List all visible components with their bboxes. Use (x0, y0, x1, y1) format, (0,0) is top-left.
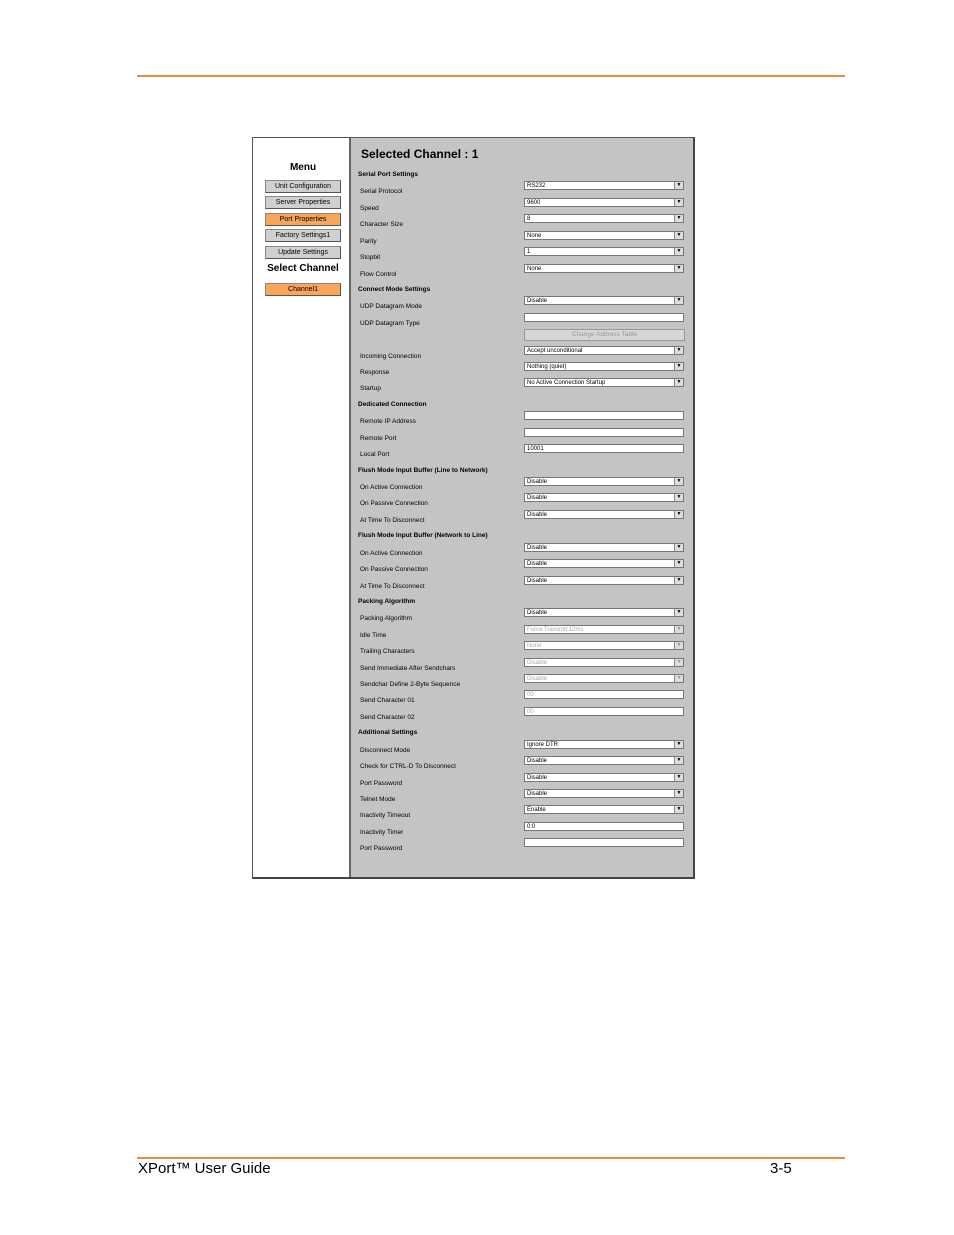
select-field[interactable] (524, 362, 684, 371)
field-label: Port Password (360, 779, 403, 787)
field-label: Response (360, 369, 390, 377)
field-label: UDP Datagram Type (360, 319, 420, 327)
footer-rule (137, 1157, 845, 1159)
field-value: Disable (527, 544, 548, 551)
dropdown-arrow-icon[interactable]: ▼ (674, 199, 683, 206)
field-value: 8 (527, 216, 531, 223)
dropdown-arrow-icon[interactable]: ▼ (674, 774, 683, 781)
field-value: Disable (527, 577, 548, 584)
dropdown-arrow-icon[interactable]: ▼ (674, 248, 683, 255)
field-label: At Time To Disconnect (360, 516, 425, 524)
page-number: 3-5 (770, 1160, 792, 1177)
field-value: 00 (527, 708, 534, 715)
menu-button-port-properties[interactable]: Port Properties (265, 213, 341, 226)
select-field[interactable] (524, 247, 684, 256)
form-title: Selected Channel : 1 (361, 147, 479, 161)
field-label: Send Character 02 (360, 713, 415, 721)
field-label: Character Size (360, 221, 403, 229)
field-label: Send Immediate After Sendchars (360, 664, 456, 672)
field-label: On Active Connection (360, 483, 423, 491)
select-field[interactable] (524, 641, 684, 650)
field-value: 9600 (527, 199, 541, 206)
field-value: Disable (527, 495, 548, 502)
menu-title: Menu (289, 162, 317, 173)
select-field[interactable] (524, 296, 684, 305)
field-label: Idle Time (360, 631, 387, 639)
field-label: On Passive Connection (360, 500, 428, 508)
field-label: Packing Algorithm (360, 615, 413, 623)
text-input[interactable] (524, 707, 684, 716)
dropdown-arrow-icon[interactable]: ▼ (674, 265, 683, 272)
field-value: Disable (527, 298, 548, 305)
field-value: Disable (527, 790, 548, 797)
select-field[interactable] (524, 658, 684, 667)
field-label: On Passive Connection (360, 566, 428, 574)
section-heading: Additional Settings (358, 729, 418, 737)
select-field[interactable] (524, 510, 684, 519)
dropdown-arrow-icon[interactable]: ▼ (674, 347, 683, 354)
field-label: Send Character 01 (360, 697, 415, 705)
field-label: Remote IP Address (360, 418, 416, 426)
text-input[interactable] (524, 690, 684, 699)
dropdown-arrow-icon[interactable]: ▼ (674, 806, 683, 813)
field-value: None (527, 265, 542, 272)
dropdown-arrow-icon[interactable]: ▼ (674, 215, 683, 222)
select-field[interactable] (524, 756, 684, 765)
field-value: Disable (527, 758, 548, 765)
footer-title: XPort™ User Guide (138, 1160, 271, 1177)
field-value: No Active Connection Startup (527, 380, 606, 387)
text-input[interactable] (524, 838, 684, 847)
field-label: Telnet Mode (360, 795, 396, 803)
field-label: Remote Port (360, 434, 397, 442)
section-heading: Flush Mode Input Buffer (Line to Network) (358, 466, 488, 474)
dropdown-arrow-icon[interactable]: ▼ (674, 790, 683, 797)
field-value: None (527, 643, 542, 650)
dropdown-arrow-icon[interactable]: ▼ (674, 560, 683, 567)
form-pane (351, 138, 693, 877)
field-label: On Active Connection (360, 549, 423, 557)
select-field[interactable] (524, 559, 684, 568)
field-label: UDP Datagram Mode (360, 303, 423, 311)
section-heading: Dedicated Connection (358, 400, 427, 408)
dropdown-arrow-icon[interactable]: ▼ (674, 659, 683, 666)
field-value: Accept unconditional (527, 347, 583, 354)
menu-button-update-settings[interactable]: Update Settings (265, 246, 341, 259)
dropdown-arrow-icon[interactable]: ▼ (674, 379, 683, 386)
field-value: 0:0 (527, 823, 536, 830)
section-heading: Flush Mode Input Buffer (Network to Line) (358, 532, 488, 540)
field-label: Parity (360, 237, 377, 245)
field-label: Inactivity Timer (360, 828, 404, 836)
field-value: 1 (527, 249, 531, 256)
field-value: Enable (527, 807, 546, 814)
field-label: Incoming Connection (360, 352, 422, 360)
field-label: Trailing Characters (360, 648, 415, 656)
field-value: 00 (527, 692, 534, 699)
select-field[interactable] (524, 608, 684, 617)
text-input[interactable] (524, 411, 684, 420)
select-field[interactable] (524, 264, 684, 273)
field-label: Disconnect Mode (360, 746, 411, 754)
dropdown-arrow-icon[interactable]: ▼ (674, 494, 683, 501)
field-label: Stopbit (360, 254, 381, 262)
select-field[interactable] (524, 493, 684, 502)
select-field[interactable] (524, 214, 684, 223)
dropdown-arrow-icon[interactable]: ▼ (674, 741, 683, 748)
select-field[interactable] (524, 231, 684, 240)
select-field[interactable] (524, 181, 684, 190)
dropdown-arrow-icon[interactable]: ▼ (674, 363, 683, 370)
dropdown-arrow-icon[interactable]: ▼ (674, 511, 683, 518)
menu-pane (253, 138, 351, 877)
section-heading: Connect Mode Settings (358, 285, 431, 293)
menu-button-unit-configuration[interactable]: Unit Configuration (265, 180, 341, 193)
select-field[interactable] (524, 378, 684, 387)
field-value: Disable (527, 676, 548, 683)
field-label: Flow Control (360, 270, 397, 278)
dropdown-arrow-icon[interactable]: ▼ (674, 544, 683, 551)
field-label: Startup (360, 385, 381, 393)
field-value: Disable (527, 774, 548, 781)
text-input[interactable] (524, 428, 684, 437)
field-value: Disable (527, 659, 548, 666)
field-value: Ignore DTR (527, 741, 559, 748)
dropdown-arrow-icon[interactable]: ▼ (674, 478, 683, 485)
channel1-button[interactable]: Channel1 (265, 283, 341, 296)
select-field[interactable] (524, 773, 684, 782)
text-input[interactable] (524, 313, 684, 322)
menu-button-server-properties[interactable]: Server Properties (265, 196, 341, 209)
field-label: Inactivity Timeout (360, 812, 411, 820)
select-field[interactable] (524, 674, 684, 683)
dropdown-arrow-icon[interactable]: ▼ (674, 609, 683, 616)
select-field[interactable] (524, 805, 684, 814)
section-heading: Serial Port Settings (358, 171, 418, 178)
select-field[interactable] (524, 543, 684, 552)
field-label: Check for CTRL-D To Disconnect (360, 763, 456, 771)
field-value: 10001 (527, 446, 544, 453)
dropdown-arrow-icon[interactable]: ▼ (674, 675, 683, 682)
field-value: Disable (527, 478, 548, 485)
menu-button-factory-settings1[interactable]: Factory Settings1 (265, 229, 341, 242)
field-value: Disable (527, 561, 548, 568)
dropdown-arrow-icon[interactable]: ▼ (674, 626, 683, 633)
field-value: Disable (527, 610, 548, 617)
select-field[interactable] (524, 576, 684, 585)
header-rule (137, 75, 845, 77)
field-label: Local Port (360, 451, 390, 459)
section-heading: Packing Algorithm (358, 597, 416, 605)
text-input[interactable] (524, 444, 684, 453)
select-field[interactable] (524, 346, 684, 355)
field-value: Force Transmit:12ms (527, 626, 584, 633)
dropdown-arrow-icon[interactable]: ▼ (674, 297, 683, 304)
field-value: RS232 (527, 183, 546, 190)
text-input[interactable] (524, 822, 684, 831)
field-value: Nothing (quiet) (527, 364, 567, 371)
web-config-screenshot (252, 137, 695, 879)
field-label: Port Password (360, 845, 403, 853)
field-label: Sendchar Define 2-Byte Sequence (360, 681, 461, 689)
field-label: At Time To Disconnect (360, 582, 425, 590)
select-field[interactable] (524, 198, 684, 207)
select-field[interactable] (524, 789, 684, 798)
dropdown-arrow-icon[interactable]: ▼ (674, 757, 683, 764)
dropdown-arrow-icon[interactable]: ▼ (674, 577, 683, 584)
field-label: Speed (360, 204, 379, 212)
change-address-table-button[interactable]: Change Address Table (524, 329, 685, 341)
dropdown-arrow-icon[interactable]: ▼ (674, 182, 683, 189)
select-field[interactable] (524, 625, 684, 634)
select-field[interactable] (524, 740, 684, 749)
field-value: Disable (527, 511, 548, 518)
dropdown-arrow-icon[interactable]: ▼ (674, 232, 683, 239)
select-field[interactable] (524, 477, 684, 486)
dropdown-arrow-icon[interactable]: ▼ (674, 642, 683, 649)
field-value: None (527, 232, 542, 239)
select-channel-title: Select Channel (267, 263, 339, 274)
field-label: Serial Protocol (360, 188, 403, 196)
